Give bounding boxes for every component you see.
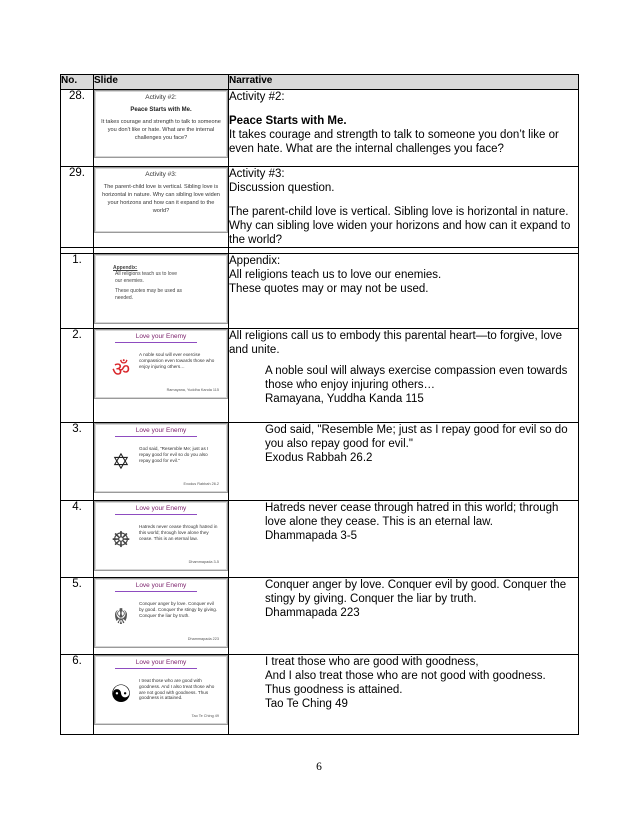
- lotus-symbol-icon: ☬: [113, 604, 129, 630]
- narrative-line: It takes courage and strength to talk to someone you don’t like or even hate. What are the internal challenges you face?: [229, 129, 559, 155]
- narrative-cell: [229, 254, 579, 329]
- yin-yang-icon: ☯: [110, 680, 132, 708]
- page-number: 6: [316, 761, 322, 773]
- slide-title: Love your Enemy: [135, 582, 187, 589]
- row-number: 3.: [61, 423, 94, 501]
- narrative-cell: [229, 423, 579, 501]
- slide-line: These quotes may be used as: [115, 288, 182, 294]
- slide-thumbnail: [94, 329, 228, 399]
- slide-quote: God said, "Resemble Me; just as I repay good for evil so do you also repay good for evil.": [139, 446, 209, 463]
- slide-line: All religions teach us to love: [115, 271, 177, 277]
- narrative-line: These quotes may or may not be used.: [229, 283, 429, 295]
- row-number: 2.: [61, 329, 94, 423]
- slide-quote: Hatreds never cease through hatred in this world; through love alone they cease. This is an eternal law.: [139, 524, 218, 541]
- slide-source: Exodus Rabbah 26.2: [183, 482, 219, 486]
- narrative-quote: Thus goodness is attained.: [265, 684, 403, 696]
- narrative-cell: [229, 501, 579, 578]
- row-number: 5.: [61, 578, 94, 655]
- table-row: [61, 167, 579, 248]
- narrative-quote: I treat those who are good with goodness,: [265, 656, 479, 668]
- narrative-source: Dhammapada 3-5: [265, 530, 358, 542]
- slide-source: Dhammapada 3-5: [188, 560, 219, 564]
- slide-thumbnail: [94, 423, 228, 493]
- slide-title: Activity #2:: [145, 94, 177, 101]
- narrative-line: Appendix:: [229, 255, 281, 267]
- header-slide: Slide: [94, 75, 229, 90]
- slide-heading: Appendix:: [113, 265, 138, 271]
- slide-quote: Conquer anger by love. Conquer evil by good. Conquer the stingy by giving. Conquer the liar by truth.: [139, 601, 218, 618]
- narrative-cell: [229, 578, 579, 655]
- slide-cell: [94, 501, 229, 578]
- narrative-source: Ramayana, Yuddha Kanda 115: [265, 393, 424, 405]
- slide-cell: [94, 578, 229, 655]
- narrative-cell: [229, 167, 579, 248]
- narrative-line: The parent-child love is vertical. Sibling love is horizontal in nature. Why can sibling love widen your horizons and how can it expand to the world?: [229, 206, 571, 246]
- table-row: [61, 423, 579, 501]
- row-number: 6.: [61, 655, 94, 735]
- dharma-wheel-icon: ☸: [111, 527, 131, 553]
- narrative-line: Activity #2:: [229, 91, 285, 103]
- slide-cell: [94, 254, 229, 329]
- slide-body: It takes courage and strength to talk to someone you don't like or hate. What are the internal challenges you face?: [101, 119, 221, 141]
- narrative-source: Dhammapada 223: [265, 607, 360, 619]
- header-no: No.: [61, 75, 94, 90]
- slide-thumbnail: [94, 254, 228, 324]
- narrative-cell: [229, 655, 579, 735]
- slide-thumbnail: [94, 167, 228, 233]
- narrative-line: All religions teach us to love our enemies.: [229, 269, 442, 281]
- slide-cell: [94, 329, 229, 423]
- slide-source: Dhammapada 223: [187, 637, 219, 641]
- narrative-cell: [229, 90, 579, 167]
- slide-title: Love your Enemy: [135, 333, 187, 340]
- narrative-quote: A noble soul will always exercise compassion even towards those who enjoy injuring others…: [265, 365, 568, 391]
- row-number: 29.: [61, 167, 94, 248]
- slide-title: Love your Enemy: [135, 659, 187, 666]
- table-header-row: [61, 75, 579, 90]
- slide-title: Love your Enemy: [135, 505, 187, 512]
- slide-cell: [94, 167, 229, 248]
- slide-rule: [115, 591, 197, 592]
- narrative-line: All religions call us to embody this parental heart—to forgive, love and unite.: [229, 330, 563, 356]
- header-narrative: Narrative: [229, 75, 579, 90]
- slide-rule: [115, 342, 197, 343]
- row-number: 28.: [61, 90, 94, 167]
- slide-rule: [115, 668, 197, 669]
- table-row: [61, 329, 579, 423]
- star-of-david-icon: ✡: [111, 449, 131, 475]
- table-row: [61, 501, 579, 578]
- slide-line: our enemies.: [115, 278, 144, 284]
- narrative-quote: Conquer anger by love. Conquer evil by good. Conquer the stingy by giving. Conquer the liar by truth.: [265, 579, 567, 605]
- table-row: [61, 90, 579, 167]
- slide-source: Tao Te Ching 49: [191, 714, 219, 718]
- slide-thumbnail: [94, 655, 228, 725]
- table-row: [61, 578, 579, 655]
- slide-rule: [115, 436, 197, 437]
- slide-thumbnail: [94, 90, 228, 158]
- narrative-source: Exodus Rabbah 26.2: [265, 452, 373, 464]
- narrative-quote: And I also treat those who are not good with goodness.: [265, 670, 546, 682]
- slide-rule: [115, 514, 197, 515]
- narrative-quote: God said, "Resemble Me; just as I repay good for evil so do you also repay good for evil.": [265, 424, 568, 450]
- om-symbol-icon: ॐ: [111, 356, 131, 381]
- narrative-line: Activity #3:: [229, 168, 285, 180]
- table-row: [61, 655, 579, 735]
- row-number: 1.: [61, 254, 94, 329]
- narrative-cell: [229, 329, 579, 423]
- slide-cell: [94, 655, 229, 735]
- slide-cell: [94, 90, 229, 167]
- narrative-source: Tao Te Ching 49: [265, 698, 348, 710]
- slide-thumbnail: [94, 501, 228, 571]
- slide-title: Activity #3:: [145, 171, 177, 178]
- slide-subtitle: Peace Starts with Me.: [130, 107, 192, 113]
- slide-title: Love your Enemy: [135, 427, 187, 434]
- lesson-table: [60, 74, 579, 735]
- slide-body: The parent-child love is vertical. Sibling love is horizontal in nature. Why can sibling love widen your horizons and how can it expand to the world?: [102, 184, 220, 214]
- slide-cell: [94, 423, 229, 501]
- slide-thumbnail: [94, 578, 228, 648]
- slide-line: needed.: [115, 295, 134, 301]
- narrative-line: Peace Starts with Me.: [229, 115, 347, 127]
- narrative-quote: Hatreds never cease through hatred in this world; through love alone they cease. This is an eternal law.: [265, 502, 559, 528]
- narrative-line: Discussion question.: [229, 182, 335, 194]
- slide-source: Ramayana, Yuddha Kanda 115: [166, 388, 219, 392]
- slide-quote: A noble soul will ever exercise compassion even towards those who enjoy injuring others…: [139, 352, 215, 369]
- slide-quote: I treat those who are good with goodness. And I also treat those who are not good with goodness. Thus goodness is attained.: [139, 678, 215, 701]
- row-number: 4.: [61, 501, 94, 578]
- table-row: [61, 254, 579, 329]
